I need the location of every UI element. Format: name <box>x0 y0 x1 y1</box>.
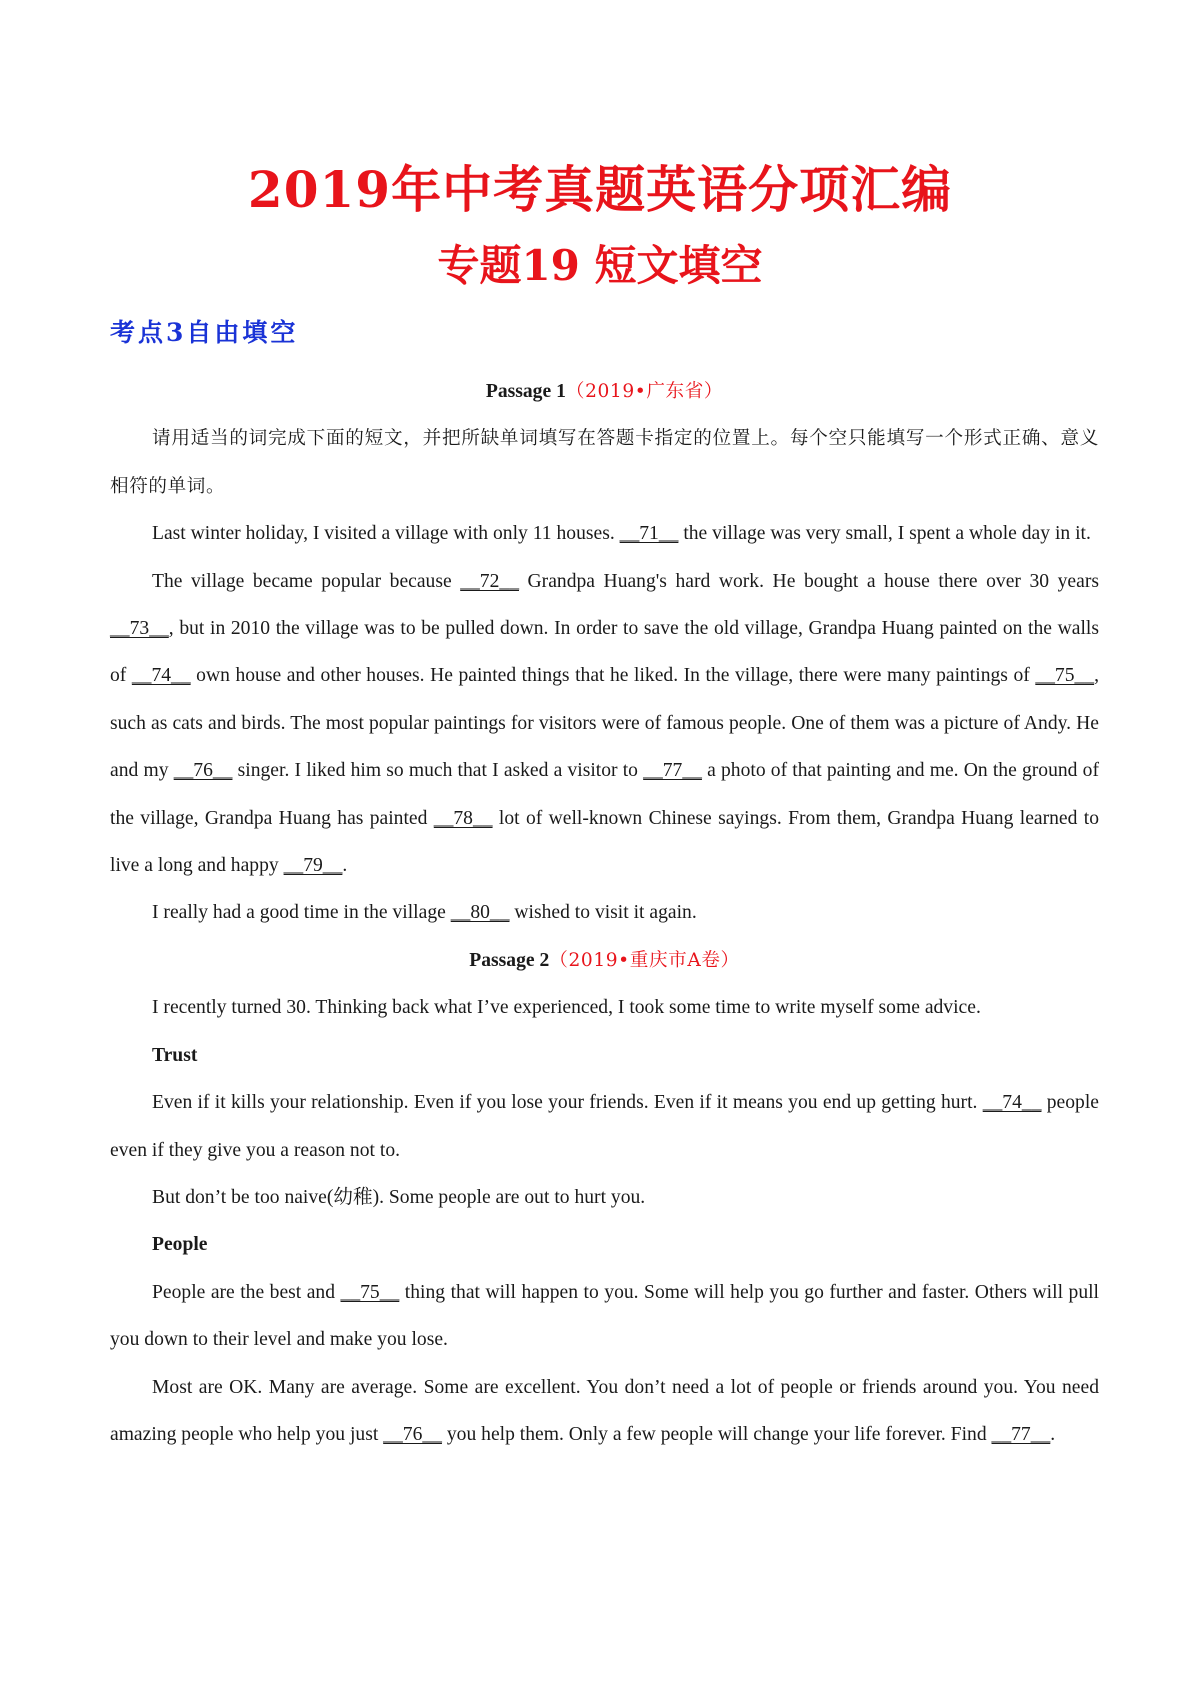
passage-2-intro: I recently turned 30. Thinking back what I’ve experienced, I took some time to write myself some advice. <box>152 997 981 1019</box>
passage-2-trust-paragraph-2: But don’t be too naive(幼稚). Some people are out to hurt you. <box>152 1186 646 1208</box>
blank-76: __76__ <box>383 1423 442 1445</box>
text: own house and other houses. He painted things that he liked. In the village, there were many paintings of <box>190 665 1036 687</box>
passage-1-source: （2019•广东省） <box>565 381 724 402</box>
passage-2-people-paragraph-2 <box>110 1364 1099 1459</box>
blank-71: __71__ <box>619 523 679 545</box>
passage-2-heading <box>110 937 1099 984</box>
passage-1-label: Passage 1 <box>485 381 566 402</box>
text: . <box>342 855 348 877</box>
blank-73: __73__ <box>110 618 169 640</box>
blank-79: __79__ <box>283 855 343 877</box>
text: . <box>1050 1423 1056 1445</box>
passage-1-instruction: 请用适当的词完成下面的短文，并把所缺单词填写在答题卡指定的位置上。每个空只能填写一个形式正确、意义相符的单词。 <box>110 428 1099 497</box>
text: , such as cats and birds. The most popular paintings for visitors were of famous people. One of them was a picture of Andy. He and my <box>110 665 1099 782</box>
passage-1-paragraph-3 <box>110 889 1099 936</box>
blank-77: __77__ <box>991 1423 1051 1445</box>
text: people even if they give you a reason not to. <box>110 1092 1099 1161</box>
text: you help them. Only a few people will change your life forever. Find <box>441 1423 992 1445</box>
passage-1-paragraph-1 <box>110 510 1099 557</box>
passage-1-heading <box>110 368 1099 415</box>
passage-1-paragraph-2 <box>110 558 1099 890</box>
section-title: 考点3自由填空 <box>110 318 299 347</box>
heading-people: People <box>152 1234 208 1256</box>
text: The village became popular because <box>152 570 461 592</box>
blank-75: __75__ <box>1035 665 1095 687</box>
blank-75: __75__ <box>340 1281 400 1303</box>
blank-80: __80__ <box>450 902 510 924</box>
text: singer. I liked him so much that I asked a visitor to <box>232 760 644 782</box>
passage-2-source: （2019•重庆市A卷） <box>549 949 740 971</box>
document-body <box>110 368 1099 1458</box>
text: a photo of that painting and me. On the ground of the village, Grandpa Huang has painted <box>110 760 1099 829</box>
blank-74: __74__ <box>982 1092 1042 1114</box>
text: thing that will happen to you. Some will help you go further and faster. Others will pull you down to their level and make you lose. <box>110 1281 1099 1351</box>
passage-2-trust-paragraph-1 <box>110 1079 1099 1174</box>
text: Most are OK. Many are average. Some are excellent. You don’t need a lot of people or friends around you. You need amazing people who help you just <box>110 1376 1099 1445</box>
text: People are the best and <box>152 1281 341 1303</box>
text: Even if it kills your relationship. Even if you lose your friends. Even if it means you end up getting hurt. <box>152 1092 983 1114</box>
blank-77: __77__ <box>643 760 702 782</box>
text: , but in 2010 the village was to be pulled down. In order to save the old village, Grandpa Huang painted on the walls of <box>110 618 1099 687</box>
text: the village was very small, I spent a whole day in it. <box>678 523 1091 545</box>
text: Last winter holiday, I visited a village with only 11 houses. <box>152 523 620 545</box>
text: I really had a good time in the village <box>152 902 451 924</box>
blank-78: __78__ <box>433 807 493 829</box>
heading-trust: Trust <box>152 1044 198 1066</box>
blank-76: __76__ <box>173 760 233 782</box>
page-subtitle: 专题19 短文填空 <box>437 241 763 290</box>
text: lot of well-known Chinese sayings. From them, Grandpa Huang learned to live a long and happy <box>110 807 1100 877</box>
passage-2-label: Passage 2 <box>469 949 550 971</box>
text: wished to visit it again. <box>509 902 697 924</box>
blank-72: __72__ <box>460 570 519 592</box>
text: Grandpa Huang's hard work. He bought a house there over 30 years <box>518 570 1099 592</box>
blank-74: __74__ <box>131 665 191 687</box>
passage-2-people-paragraph-1 <box>110 1269 1099 1364</box>
page-title: 2019年中考真题英语分项汇编 <box>247 160 953 219</box>
